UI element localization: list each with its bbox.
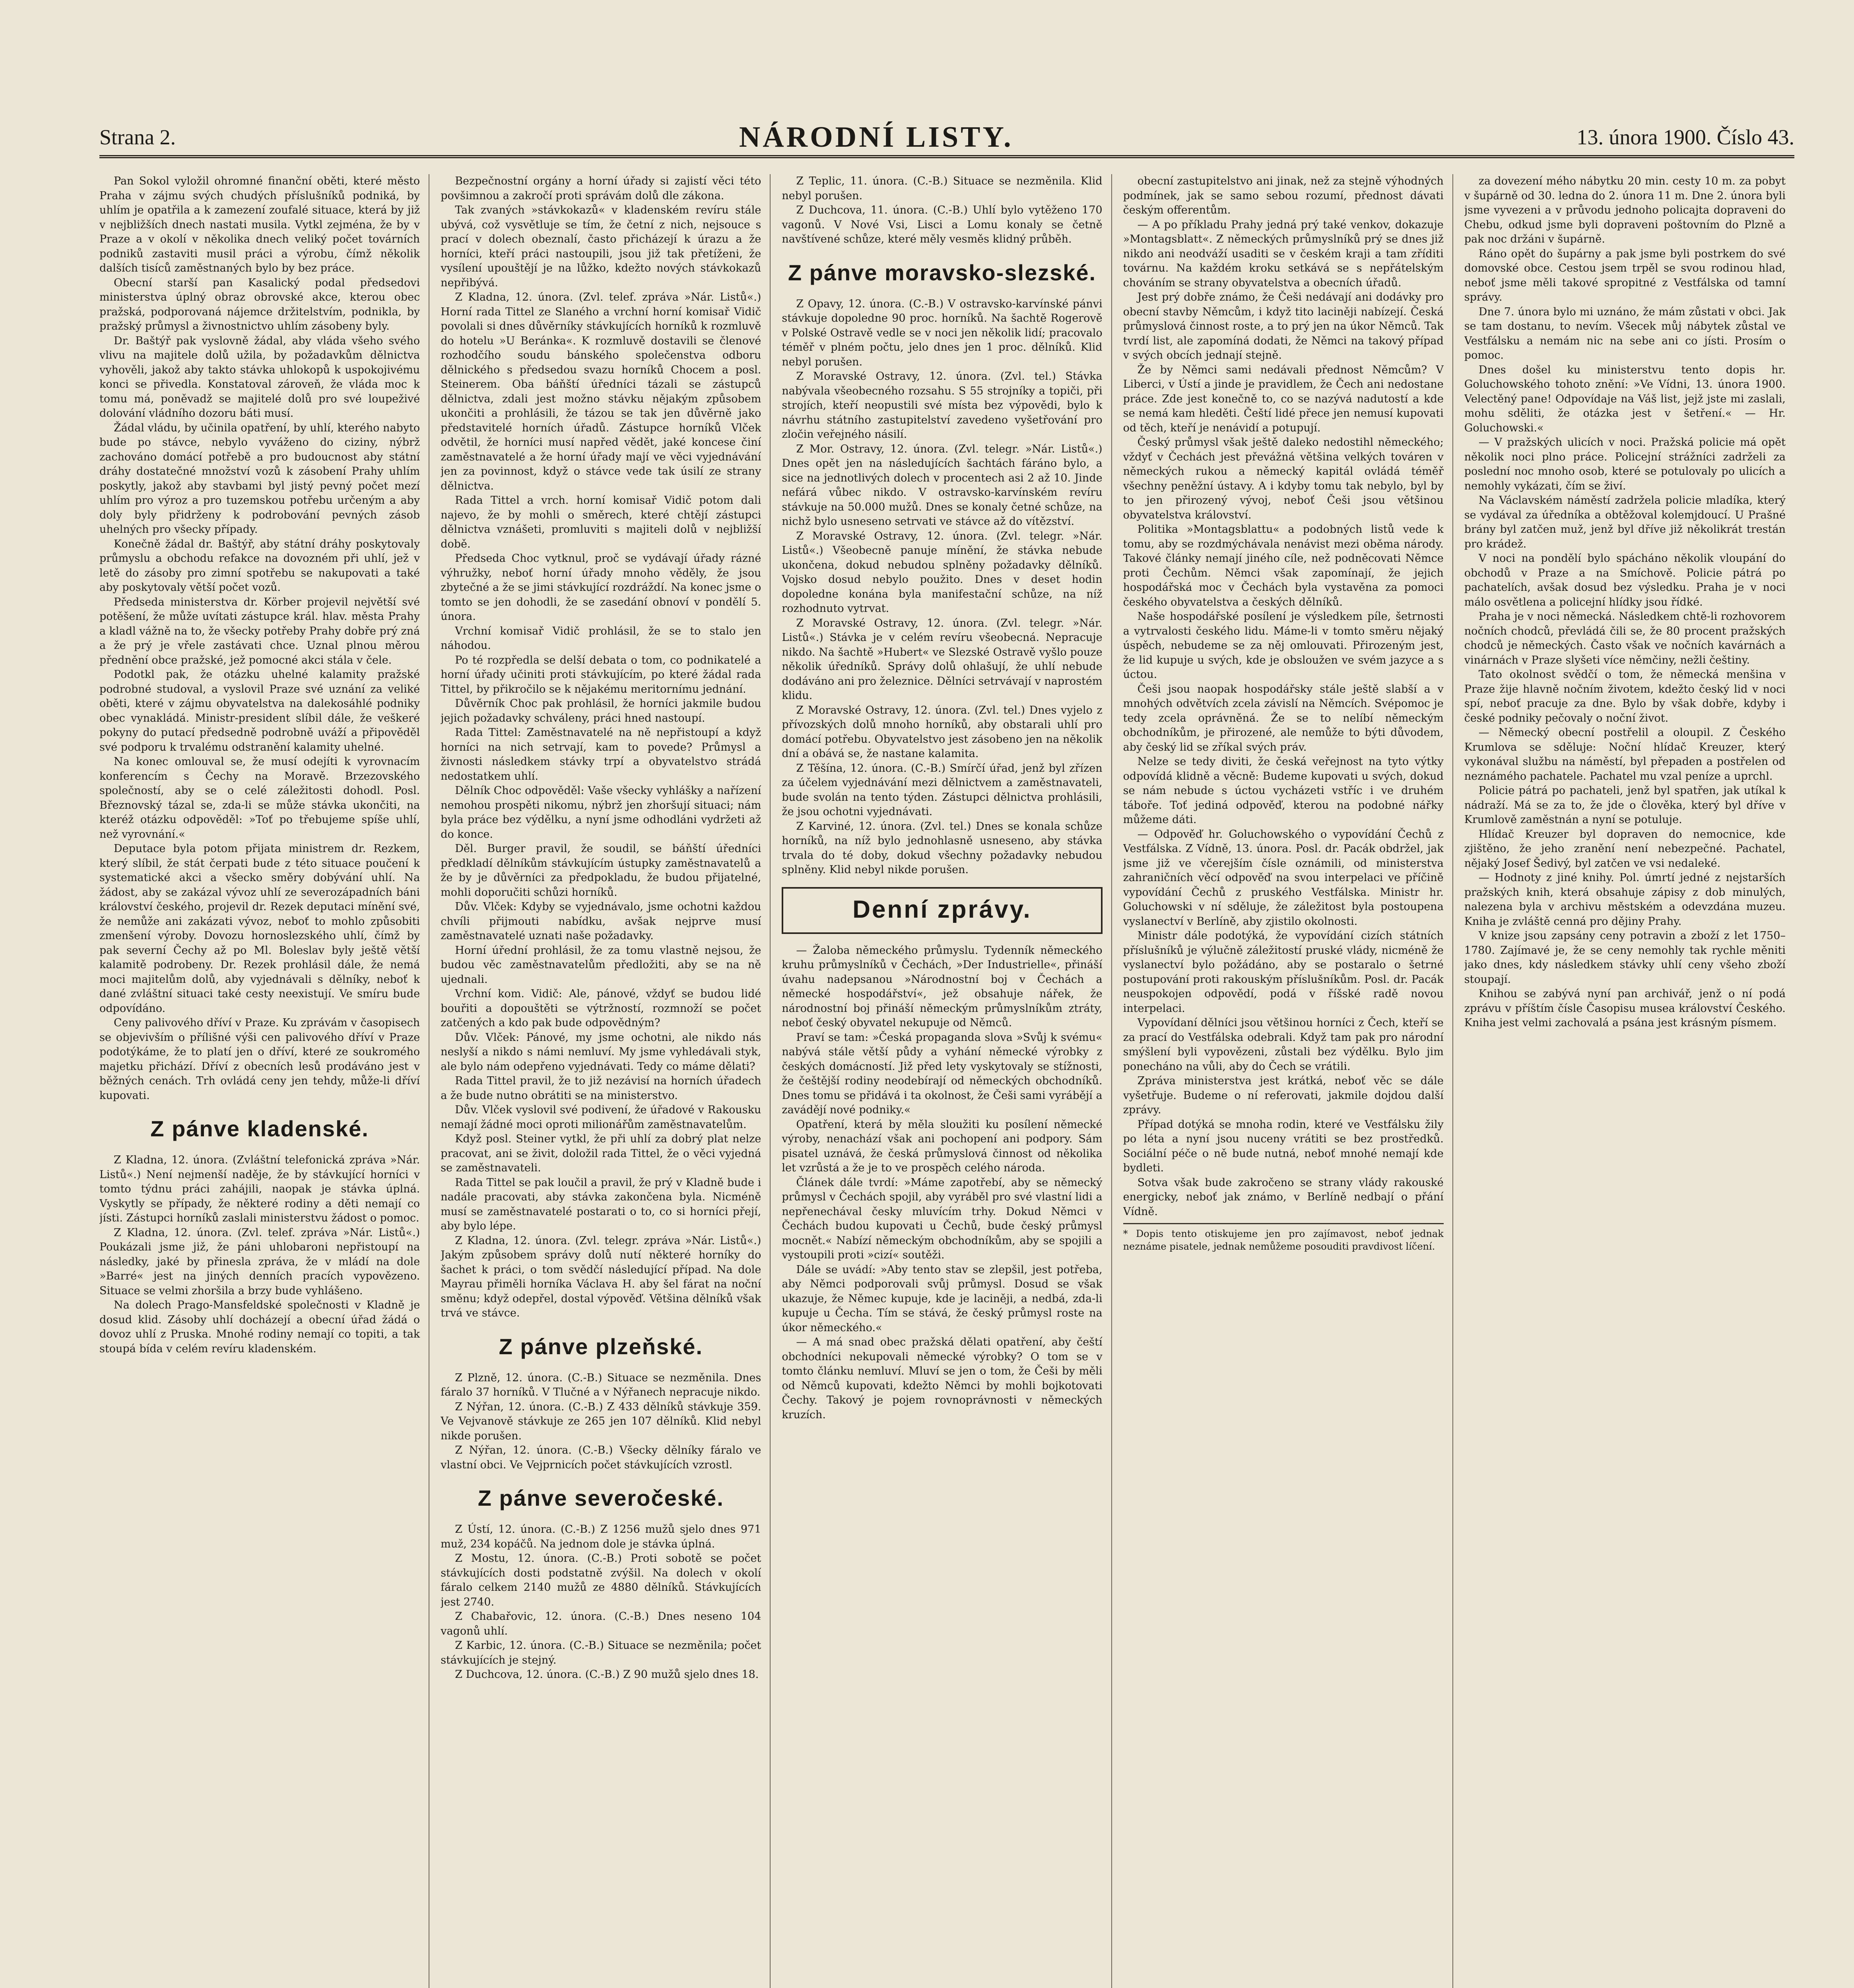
paragraph: Rada Tittel pravil, že to již nezávisí na horních úřadech a že bude nutno obrátiti se na ministerstvo. <box>441 1075 761 1102</box>
paragraph: Na dolech Prago-Mansfeldské společnosti v Kladně je dosud klid. Zásoby uhlí docházejí a obecní úřad žádá o dovoz uhlí z Pruska. Mnohé rodiny nemají co topiti, a tak stoupá bída v celém revíru kladenském. <box>99 1299 420 1355</box>
section-heading-plzen: Z pánve plzeňské. <box>499 1334 703 1359</box>
paragraph: — Odpověď hr. Goluchowského o vypovídání Čechů z Vestfálska. Z Vídně, 13. února. Posl. dr. Pacák obdržel, jak jsme již ve včerejším čísle oznámili, od ministerstva zahraničních věcí odpověď na svou interpelaci ve příčině vypovídání Čechů z pruského Vestfálska. Ministr hr. Goluchowski v ní sděluje, že záležitost byla postoupena vyslanectví v Berlíně, aby zjistilo okolnosti. <box>1123 828 1444 928</box>
paragraph: Z Nýřan, 12. února. (C.-B.) Z 433 dělníků stávkuje 359. Ve Vejvanově stávkuje ze 265 jen 107 dělníků. Klid nebyl nikde porušen. <box>441 1400 761 1442</box>
paragraph: Z Kladna, 12. února. (Zvl. telef. zpráva »Nár. Listů«.) Horní rada Tittel ze Slaného a vrchní horní komisař Vidič povolali si dnes důvěrníky stávkujících horníků k rozmluvě do hotelu »U Beránka«. K rozmluvě dostavili se členové rozhodčího soudu bánského společenstva odboru dělnického s předsedou svazu horníků Chocem a posl. Steinerem. Oba báňští úředníci tázali se zástupců dělnictva, zdali jest možno stávku nějakým způsobem ukončiti a prohlásili, že tázou se tak jen důvěrně jako představitelé horních úřadů. Zástupce horníků Vlček odvětil, že horníci musí napřed vědět, jaké koncese činí zaměstnavatelé a že horní úřady mají ve věci vyjednávání jen za povinnost, když o stávce vede tak úsilí ze strany dělnictva. <box>441 291 761 492</box>
article-columns <box>99 174 1794 1988</box>
paragraph: Dělník Choc odpověděl: Vaše všecky vyhlášky a nařízení nemohou prospěti nikomu, nýbrž jen zhoršují situaci; nám byla práce bez výdělku, a nyní jsme odhodláni vydržeti až do konce. <box>441 784 761 841</box>
paragraph: Knihou se zabývá nyní pan archivář, jenž o ní podá zprávu v příštím čísle Časopisu musea království Českého. Kniha jest velmi zachovalá a psána jest krásným písmem. <box>1464 988 1786 1029</box>
paragraph: Z Moravské Ostravy, 12. února. (Zvl. telegr. »Nár. Listů«.) Stávka je v celém revíru všeobecná. Nepracuje nikdo. Na šachtě »Hubert« ve Slezské Ostravě vyšlo pouze několik úředníků. Správy dolů ohlašují, že uhlí nebude dodáváno ani pro železnice. Dělníci setrvávají v naprostém klidu. <box>782 617 1103 702</box>
paragraph: Zpráva ministerstva jest krátká, neboť věc se dále vyšetřuje. Budeme o ní referovati, jakmile dojdou další zprávy. <box>1123 1075 1444 1116</box>
paragraph: Vypovídaní dělníci jsou většinou horníci z Čech, kteří se za prací do Vestfálska odebrali. Když tam pak pro národní smýšlení byli vypovězeni, zůstali bez výdělku. Bylo jim ponecháno na vůli, aby do Čech se vrátili. <box>1123 1017 1444 1073</box>
paragraph: Z Těšína, 12. února. (C.-B.) Smírčí úřad, jenž byl zřízen za účelem vyjednávání mezi dělnictvem a zaměstnavateli, bude svolán na tento týden. Zástupci dělnictva prohlásili, že jsou ochotni vyjednávati. <box>782 762 1103 818</box>
paragraph: Z Kladna, 12. února. (Zvl. telef. zpráva »Nár. Listů«.) Poukázali jsme již, že páni uhlobaroni nepřistoupí na následky, jaké by přinesla zpráva, že v mládí na dole »Barré« jest na jiných denních pracích vypovězeno. Situace se velmi zhoršila a brzy bude vyhlášeno. <box>99 1226 420 1297</box>
paragraph: Na Václavském náměstí zadržela policie mladíka, který se vydával za úředníka a obtěžoval kolemjdoucí. U Prašné brány byl zatčen muž, jenž byl dříve již několikrát trestán pro krádež. <box>1464 494 1786 550</box>
paragraph: Rada Tittel: Zaměstnavatelé na ně nepřistoupí a když horníci na nich setrvají, kam to povede? Průmysl a živnosti následkem stávky trpí a obyvatelstvo strádá nedostatkem uhlí. <box>441 726 761 782</box>
paragraph: Článek dále tvrdí: »Máme zapotřebí, aby se německý průmysl v Čechách spojil, aby vyráběl pro své vlastní lidi a nepřenechával česky mluvícím trhy. Dokud Němci v Čechách budou kupovati u Čechů, bude český průmysl mocnět.« Nabízí německým obchodníkům, aby se spojili a vystoupili proti »cizí« soutěži. <box>782 1176 1103 1261</box>
paragraph: Z Kladna, 12. února. (Zvláštní telefonická zpráva »Nár. Listů«.) Není nejmenší naděje, že by stávkující horníci v tomto týdnu práci zahájili, naopak je stávka úplná. Vyskytly se případy, že některé rodiny a děti nemají co jísti. Zástupci horníků zaslali ministerstvu žádost o pomoc. <box>99 1154 420 1224</box>
paragraph: Ministr dále podotýká, že vypovídání cizích státních příslušníků je výlučně záležitostí pruské vlády, nicméně že vyslanectví bylo požádáno, aby se postaralo o šetrné postupování proti rakouským příslušníkům. Posl. dr. Pacák neuspokojen odpovědí, podá v říšské radě novou interpelaci. <box>1123 930 1444 1015</box>
paragraph: Rada Tittel se pak loučil a pravil, že prý v Kladně bude i nadále pracovati, aby stávka zakončena byla. Nicméně musí se zaměstnavatelé postarati o to, co si horníci přejí, aby bylo lépe. <box>441 1176 761 1232</box>
paragraph: Dův. Vlček vyslovil své podivení, že úřadové v Rakousku nemají žádné moci oproti milionářům zaměstnavatelům. <box>441 1104 761 1131</box>
paragraph: Z Moravské Ostravy, 12. února. (Zvl. telegr. »Nár. Listů«.) Všeobecně panuje mínění, že stávka nebude ukončena, dokud nebudou splněny požadavky dělníků. Vojsko dosud nebylo použito. Dnes v deset hodin dopoledne konána byla manifestační schůze, na níž rozhodnuto vytrvat. <box>782 530 1103 615</box>
paragraph: Podotkl pak, že otázku uhelné kalamity pražské podrobné studoval, a vyslovil Praze své uznání za veliké oběti, které v zájmu obyvatelstva na dalekosáhlé podniky obec vynakládá. Ministr-president slíbil dále, že veškeré pokyny do putací předsedně podrobně uváží a připověděl své podporu k trvalému odstranění kalamity uhelné. <box>99 668 420 753</box>
paragraph: Praví se tam: »Česká propaganda slova »Svůj k svému« nabývá stále větší půdy a vyhání německé výrobky z českých domácností. Již před lety vyskytovaly se stížnosti, že češtější rodiny neodebírají od německých obchodníků. Dnes tomu se přidává i ta okolnost, že Češi sami vyrábějí a zavádějí nové podniky.« <box>782 1031 1103 1116</box>
paragraph: Ráno opět do šupárny a pak jsme byli postrkem do své domovské obce. Cestou jsem trpěl se svou rodinou hlad, neboť jsme měli takové spropitné z Vestfálska od tamní správy. <box>1464 247 1786 303</box>
newspaper-title: NÁRODNÍ LISTY. <box>739 120 1013 153</box>
paragraph: Český průmysl však ještě daleko nedostihl německého; vždyť v Čechách jest převážná většina velkých továren v německých rukou a německý kapitál ovládá téměř všechny peněžní ústavy. A i kdyby tomu tak nebylo, byl by to jen přirozený vývoj, neboť Češi jsou většinou obyvatelstva království. <box>1123 436 1444 521</box>
paragraph: — A má snad obec pražská dělati opatření, aby čeští obchodníci nekupovali německé výrobky? O tom se v tomto článku nemluví. Mluví se jen o tom, že Češi by měli od Němců kupovati, kdežto Němci by mohli bojkotovati Čechy. Takový je pojem rovnoprávnosti v německých kruzích. <box>782 1336 1103 1421</box>
paragraph: Dr. Baštýř pak vyslovně žádal, aby vláda všeho svého vlivu na majitele dolů užila, by požadavkům dělnictva vyhověli, jakož aby takto stávka uhlokopů k uspokojivému konci se přivedla. Konstatoval zároveň, že vláda moc k tomu má, poněvadž se majitelé dolů pro své loupeživé dolování vládního dozoru báti musí. <box>99 334 420 419</box>
column-5 <box>1464 174 1794 1988</box>
paragraph: Rada Tittel a vrch. horní komisař Vidič potom dali najevo, že by mohli o směrech, které chtějí zástupci dělnictva vznášeti, promluviti s majiteli dolů v nejbližší době. <box>441 494 761 550</box>
column-2 <box>441 174 771 1988</box>
paragraph: Naše hospodářské posílení je výsledkem píle, šetrnosti a vytrvalosti českého lidu. Máme-li v tomto směru nějaký úspěch, nebudeme se za něj omlouvati. Přirozeným jest, že lid kupuje u svých, kde je obsloužen ve svém jazyce a s úctou. <box>1123 610 1444 681</box>
paragraph: Z Nýřan, 12. února. (C.-B.) Všecky dělníky fáralo ve vlastní obci. Ve Vejprnicích počet stávkujících vzrostl. <box>441 1444 761 1471</box>
paragraph: Žádal vládu, by učinila opatření, by uhlí, kterého nabyto bude po stávce, nebylo vyváženo do ciziny, nýbrž zachováno domácí potřebě a pro budoucnost aby státní dráhy dostatečné množství vozů k zásobení Prahy uhlím poskytly, jakož aby stavbami byl jistý pevný počet mezí uhlím pro výroz a pro tuzemskou potřebu určeným a aby doly byly přidrženy k podrobování pevných zásob uhelných pro všecky případy. <box>99 421 420 536</box>
paragraph: za dovezení mého nábytku 20 min. cesty 10 m. za pobyt v šupárně od 30. ledna do 2. února 11 m. Dne 2. února byli jsme vyvezeni a v průvodu jednoho policajta dopraveni do Chebu, odkud jsme byli dopraveni poštovním do Plzně a pak noc držáni v šupárně. <box>1464 175 1786 245</box>
column-3 <box>782 174 1112 1988</box>
section-heading-kladno: Z pánve kladenské. <box>150 1116 369 1141</box>
paragraph: Z Kladna, 12. února. (Zvl. telegr. zpráva »Nár. Listů«.) Jakým způsobem správy dolů nutí některé horníky do šachet k práci, o tom svědčí následující případ. Na dole Mayrau přiměli horníka Václava H. aby šel fárat na noční směnu; když odepřel, dostal výpověď. Většina dělníků však trvá ve stávce. <box>441 1234 761 1319</box>
paragraph: Opatření, která by měla sloužiti ku posílení německé výroby, nenachází však ani pochopení ani podpory. Sám pisatel uznává, že česká průmyslová činnost od několika let vzrůstá a že je to ve prospěch celého národa. <box>782 1118 1103 1174</box>
paragraph: Dále se uvádí: »Aby tento stav se zlepšil, jest potřeba, aby Němci podporovali svůj průmysl. Dosud se však ukazuje, že Němec kupuje, kde je laciněji, a nedbá, zda-li kupuje u Čecha. Tím se stává, že český průmysl roste na úkor německého.« <box>782 1263 1103 1334</box>
section-heading-morava: Z pánve moravsko-slezské. <box>788 260 1097 285</box>
paragraph: Z Teplic, 11. února. (C.-B.) Situace se nezměnila. Klid nebyl porušen. <box>782 175 1103 202</box>
paragraph: Dne 7. února bylo mi uznáno, že mám zůstati v obci. Jak se tam dostanu, to nevím. Všecek můj nábytek zůstal ve Vestfálsku a nemám nic na sebe ani co jísti. Prosím o pomoc. <box>1464 305 1786 361</box>
paragraph: V knize jsou zapsány ceny potravin a zboží z let 1750–1780. Zajímavé je, že se ceny nemohly tak rychle měniti jako dnes, kdy následkem stávky uhlí ceny všeho zboží stoupají. <box>1464 930 1786 986</box>
issue-date: 13. února 1900. Číslo 43. <box>1576 125 1794 149</box>
paragraph: Z Duchcova, 11. února. (C.-B.) Uhlí bylo vytěženo 170 vagonů. V Nové Vsi, Lisci a Lomu konaly se četně navštívené schůze, které měly vesměs klidný průběh. <box>782 204 1103 245</box>
paragraph: obecní zastupitelstvo ani jinak, než za stejně výhodných podmínek, jak se samo sebou rozumí, přednost dávati českým offerentům. <box>1123 175 1444 216</box>
paragraph: Češi jsou naopak hospodářsky stále ještě slabší a v mnohých odvětvích zcela závislí na Němcích. Svépomoc je tedy zcela oprávněná. Že se to nelíbí německým obchodníkům, je přirozené, ale nemůže to býti důvodem, aby český lid se zříkal svých práv. <box>1123 683 1444 753</box>
paragraph: Dův. Vlček: Pánové, my jsme ochotni, ale nikdo nás neslyší a nikdo s námi nemluví. My jsme vyhledávali styk, ale bylo nám odepřeno vyjednávati. Tedy co máme dělati? <box>441 1031 761 1073</box>
paragraph: Předseda Choc vytknul, proč se vydávají úřady rázné výhružky, neboť horní úřady mnoho věděly, že jsou zbytečné a že se jimi stávkující rozdráždí. Na konec jsme o tomto se jen dohodli, že se zasedání obnoví v pondělí 5. února. <box>441 552 761 623</box>
paragraph: Pan Sokol vyložil ohromné finanční oběti, které město Praha v zájmu svých chudých příslušníků podniká, by uhlím je opatřila a k zamezení zoufalé situace, která by již v nejbližších dnech nastati musila. Vytkl zejména, že by v Praze a v okolí v několika dnech veliký počet továrních podniků zastaviti musil práci a výrobu, čímž několik dalších tisíců zaměstnaných bylo by bez práce. <box>99 175 420 274</box>
paragraph: Dův. Vlček: Kdyby se vyjednávalo, jsme ochotni každou chvíli přijmouti nabídku, avšak nejprve musí zaměstnavatelé uznati naše požadavky. <box>441 901 761 942</box>
paragraph: — Žaloba německého průmyslu. Tydenník německého kruhu průmyslníků v Čechách, »Der Industrielle«, přináší úvahu nadepsanou »Národnostní boj v Čechách a německé hospodářství«, jež obsahuje nářek, že národnostní boj přináší německým průmyslníkům ztráty, neboť český obyvatel nekupuje od Němců. <box>782 944 1103 1029</box>
paragraph: Vrchní kom. Vidič: Ale, pánové, vždyť se budou lidé bouřiti a dopouštěti se výtržností, rozmnoží se počet zatčených a kdo pak bude odpovědným? <box>441 988 761 1029</box>
paragraph: Děl. Burger pravil, že soudil, se báňští úředníci předkladí dělníkům stávkujícím ústupky zaměstnavatelů a že by je důvěrníci za předpokladu, že budou přijatelné, mohli doporučiti schůzi horníků. <box>441 843 761 899</box>
paragraph: Konečně žádal dr. Baštýř, aby státní dráhy poskytovaly průmyslu a obchodu refakce na dovozném při uhlí, jež v letě do zásoby pro zimní spotřebu se nakupovati a také aby poskytovaly větší počet vozů. <box>99 538 420 594</box>
paragraph: Z Mostu, 12. února. (C.-B.) Proti sobotě se počet stávkujících dosti podstatně zvýšil. Na dolech v okolí fáralo celkem 2140 mužů ze 4880 dělníků. Stávkujících jest 2740. <box>441 1552 761 1608</box>
paragraph: Deputace byla potom přijata ministrem dr. Rezkem, který slíbil, že stát čerpati bude z této situace poučení k systematické akci a všecko směry dobývání uhlí. Na žádost, aby se zakázal vývoz uhlí ze severozápadních báni království českého, projevil dr. Rezek deputaci mínění své, že nemůže ani zakázati vývoz, neboť to mohlo způsobiti zmenšení výroby. Dovozu hornoslezského uhlí, čímž by pak severní Čechy až po Ml. Boleslav byly ještě větší kalamitě podrobeny. Dr. Rezek prohlásil dále, že nemá moci majitelům dolů, aby vyjednávali s dělníky, neboť k dané zvláštní situaci také cesty neexistují. Ve smíru bude odpovídáno. <box>99 843 420 1015</box>
paragraph: Z Karviné, 12. února. (Zvl. tel.) Dnes se konala schůze horníků, na níž bylo jednohlasně usneseno, aby stávka trvala do té doby, dokud všechny požadavky nebudou splněny. Klid nebyl nikde porušen. <box>782 820 1103 876</box>
footnote: * Dopis tento otiskujeme jen pro zajímavost, neboť jednak neznáme pisatele, jednak nemůžeme posouditi pravdivost líčení. <box>1123 1223 1444 1253</box>
masthead <box>99 119 1794 158</box>
paragraph: Předseda ministerstva dr. Körber projevil největší své potěšení, že může uvítati zástupce král. hlav. města Prahy a kladl vážně na to, že všecky potřeby Prahy dobře prý zná a že prý je vřele zastávati chce. Uznal plnou měrou přednění obce pražské, jež pomocné akci stála v čele. <box>99 596 420 666</box>
paragraph: Po té rozpředla se delší debata o tom, co podnikatelé a horní úřady učiniti proti stávkujícím, po které žádal rada Tittel, by přikročilo se k nějakému meritornímu jednání. <box>441 654 761 695</box>
paragraph: Vrchní komisař Vidič prohlásil, že se to stalo jen náhodou. <box>441 625 761 652</box>
paragraph: Tato okolnost svědčí o tom, že německá menšina v Praze žije hlavně nočním životem, kdežto český lid v noci spí, neboť pracuje za dne. Bylo by však dobře, kdyby i české podniky pečovaly o noční život. <box>1464 668 1786 724</box>
paragraph: Politika »Montagsblattu« a podobných listů vede k tomu, aby se rozdmýchávala nenávist mezi oběma národy. Takové články nemají jiného cíle, než podněcovati Němce proti Čechům. Němci však zapomínají, že jejich hospodářská moc v Čechách byla vystavěna za pomoci českého obyvatelstva a českých dělníků. <box>1123 523 1444 608</box>
paragraph: Že by Němci sami nedávali přednost Němcům? V Liberci, v Ústí a jinde je pravidlem, že Čech ani nedostane práce. Zde jest konečně to, co se nazývá nadutostí a kde se nemá kam hleděti. Čeští lidé přece jen nemusí kupovati od těch, kteří je nenávidí a potupují. <box>1123 363 1444 434</box>
paragraph: Z Plzně, 12. února. (C.-B.) Situace se nezměnila. Dnes fáralo 37 horníků. V Tlučné a v Nýřanech nepracuje nikdo. <box>441 1371 761 1398</box>
column-4 <box>1123 174 1453 1988</box>
paragraph: V noci na pondělí bylo spácháno několik vloupání do obchodů v Praze a na Smíchově. Policie pátrá po pachatelích, avšak dosud bez výsledku. Praha je v noci málo osvětlena a policejní hlídky jsou řídké. <box>1464 552 1786 608</box>
paragraph: — Německý obecní postřelil a oloupil. Z Českého Krumlova se sděluje: Noční hlídač Kreuzer, který vykonával službu na náměstí, byl přepaden a postřelen od neznámého pachatele. Pachatel mu vzal peníze a uprchl. <box>1464 726 1786 782</box>
paragraph: Policie pátrá po pachateli, jenž byl spatřen, jak utíkal k nádraží. Má se za to, že jde o člověka, který byl dříve v Krumlově zaměstnán a nyní se potuluje. <box>1464 784 1786 826</box>
daily-news-heading: Denní zprávy. <box>852 895 1032 923</box>
paragraph: Nelze se tedy diviti, že česká veřejnost na tyto výtky odpovídá klidně a věcně: Budeme kupovati u svých, dokud se nám nebude s úctou vycházeti vstříc i ve druhém táboře. Toť jediná odpověď, kterou na podobné nářky můžeme dáti. <box>1123 755 1444 826</box>
column-1 <box>99 174 429 1988</box>
paragraph: Horní úřední prohlásil, že za tomu vlastně nejsou, že budou věc zaměstnavatelům předložiti, aby se na ně ujednali. <box>441 944 761 986</box>
paragraph: Jest prý dobře známo, že Češi nedávají ani dodávky pro obecní stavby Němcům, i když tito laciněji nabízejí. Česká průmyslová činnost roste, a to prý jen na úkor Němců. Tak tvrdí list, ale zapomíná dodati, že Němci na takový případ v svých obcích jednají stejně. <box>1123 291 1444 361</box>
paragraph: Z Karbic, 12. února. (C.-B.) Situace se nezměnila; počet stávkujících je stejný. <box>441 1639 761 1666</box>
paragraph: Na konec omlouval se, že musí odejíti k vyrovnacím konferencím s Čechy na Moravě. Brzezovského společností, aby se o celé záležitosti dohodl. Posl. Březnovský tázal se, zda-li se může stávka ukončiti, na kteréž otázku odpověděl: »Toť po třebujeme spíše uhlí, než vyrovnání.« <box>99 755 420 841</box>
paragraph: Z Duchcova, 12. února. (C.-B.) Z 90 mužů sjelo dnes 18. <box>455 1668 759 1681</box>
paragraph: Důvěrník Choc pak prohlásil, že horníci jakmile budou jejich požadavky schváleny, práci hned nastoupí. <box>441 697 761 724</box>
paragraph: Obecní starší pan Kasalický podal předsedovi ministerstva úplný obraz obrovské akce, kterou obec pražská, podporovaná nájemce držitelstvím, podnikla, by pražský průmysl a živnostnictvo uhlím zásobeny byly. <box>99 276 420 332</box>
section-heading-severoceska: Z pánve severočeské. <box>478 1485 724 1510</box>
paragraph: Z Moravské Ostravy, 12. února. (Zvl. tel.) Dnes vyjelo z přívozských dolů mnoho horníků, aby obstarali uhlí pro domácí potřebu. Obyvatelstvo jest zásobeno jen na několik dní a obává se, že nastane kalamita. <box>782 704 1103 760</box>
paragraph: Z Mor. Ostravy, 12. února. (Zvl. telegr. »Nár. Listů«.) Dnes opět jen na následujících šachtách fáráno bylo, a sice na jednotlivých dolech v procentech asi 2 až 10. Jinde nefárá vůbec nikdo. V ostravsko-karvínském revíru stávkuje na 50.000 mužů. Dnes se konaly četné schůze, na nichž bylo usneseno setrvati ve stávce až do vítězství. <box>782 443 1103 528</box>
paragraph: Tak zvaných »stávkokazů« v kladenském revíru stále ubývá, což vysvětluje se tím, že četní z nich, nejsouce s prací v dolech obeznalí, často přicházejí k úrazu a že horníci, kteří práci nastoupili, jsou již tak přetíženi, že vysílení upouštějí je na lůžko, kdežto nových stávkokazů nepřibývá. <box>441 204 761 289</box>
paragraph: Když posl. Steiner vytkl, že při uhlí za dobrý plat nelze pracovat, ani se živit, doložil rada Tittel, že o věci vyjedná se zaměstnavateli. <box>441 1133 761 1174</box>
paragraph: — Hodnoty z jiné knihy. Pol. úmrtí jedné z nejstarších pražských knih, která obsahuje zápisy z dob minulých, nalezena byla v archivu městském a odevzdána muzeu. Kniha je zvláště cenná pro dějiny Prahy. <box>1464 872 1786 928</box>
paragraph: — V pražských ulicích v noci. Pražská policie má opět několik noci plno práce. Policejní strážníci zadrželi za poslední noc mnoho osob, které se potulovaly po ulicích a nemohly vykázati, čím se živí. <box>1464 436 1786 492</box>
daily-news-box <box>782 887 1102 934</box>
paragraph: Bezpečnostní orgány a horní úřady si zajistí věci této povšimnou a zakročí proti správám dolů dle zákona. <box>441 175 761 202</box>
paragraph: Z Moravské Ostravy, 12. února. (Zvl. tel.) Stávka nabývala všeobecného rozsahu. S 55 strojníky a topiči, při strojích, kteří neopustili své místa bez výpovědi, bylo k návrhu státního zastupitelství zavedeno vyšetřování pro zločin veřejného násilí. <box>782 370 1103 441</box>
paragraph: Ceny palivového dříví v Praze. Ku zprávám v časopisech se objevivším o přílišné výši cen palivového dříví v Praze podotýkáme, že to platí jen o dříví, které ze soukromého majetku přichází. Dříví z obecních lesů prodáváno jest v běžných cenách. Trh ovládá ceny jen tehdy, může-li dříví kupovati. <box>99 1017 420 1102</box>
paragraph: Z Ústí, 12. února. (C.-B.) Z 1256 mužů sjelo dnes 971 muž, 234 kopáčů. Na jednom dole je stávka úplná. <box>441 1523 761 1550</box>
paragraph: Z Opavy, 12. února. (C.-B.) V ostravsko-karvínské pánvi stávkuje dopoledne 90 proc. horníků. Na šachtě Rogerově v Polské Ostravě vedle se v noci jen několik lidí; pracovalo téměř v plném počtu, jelo dnes jen 1 proc. dělníků. Klid nebyl porušen. <box>782 297 1103 368</box>
page-label: Strana 2. <box>99 125 176 149</box>
paragraph: — A po příkladu Prahy jedná prý také venkov, dokazuje »Montagsblatt«. Z německých průmyslníků prý se dnes již nikdo ani neodváží usaditi se v českém kraji a tam zříditi továrnu. Na každém kroku setkává se s nepřátelským chováním se strany obyvatelstva a obecních úřadů. <box>1123 218 1444 289</box>
paragraph: Praha je v noci německá. Následkem chtě-li rozhovorem nočních chodců, převládá čili se, že 80 procent pražských chodců je německých. Často však ve nočních kavárnách a vinárnách v Praze slyšeti více němčiny, nežli češtiny. <box>1464 610 1786 666</box>
paragraph: Sotva však bude zakročeno se strany vlády rakouské energicky, neboť jak známo, v Berlíně nedbají o přání Vídně. <box>1123 1176 1444 1218</box>
paragraph: Případ dotýká se mnoha rodin, které ve Vestfálsku žily po léta a nyní jsou nuceny vrátiti se bez prostředků. Sociální péče o ně bude nutná, neboť mnohé nemají kde bydleti. <box>1123 1118 1444 1174</box>
paragraph: Dnes došel ku ministerstvu tento dopis hr. Goluchowského tohoto znění: »Ve Vídni, 13. února 1900. Velectěný pane! Odpovídaje na Váš list, jejž jste mi zaslali, mohu sděliti, že otázka jest v šetření.« — Hr. Goluchowski.« <box>1464 363 1786 434</box>
paragraph: Z Chabařovic, 12. února. (C.-B.) Dnes neseno 104 vagonů uhlí. <box>441 1610 761 1637</box>
paragraph: Hlídač Kreuzer byl dopraven do nemocnice, kde zjištěno, že jeho zranění není nebezpečné. Pachatel, nějaký Josef Šedivý, byl zatčen ve vsi nedaleké. <box>1464 828 1786 870</box>
